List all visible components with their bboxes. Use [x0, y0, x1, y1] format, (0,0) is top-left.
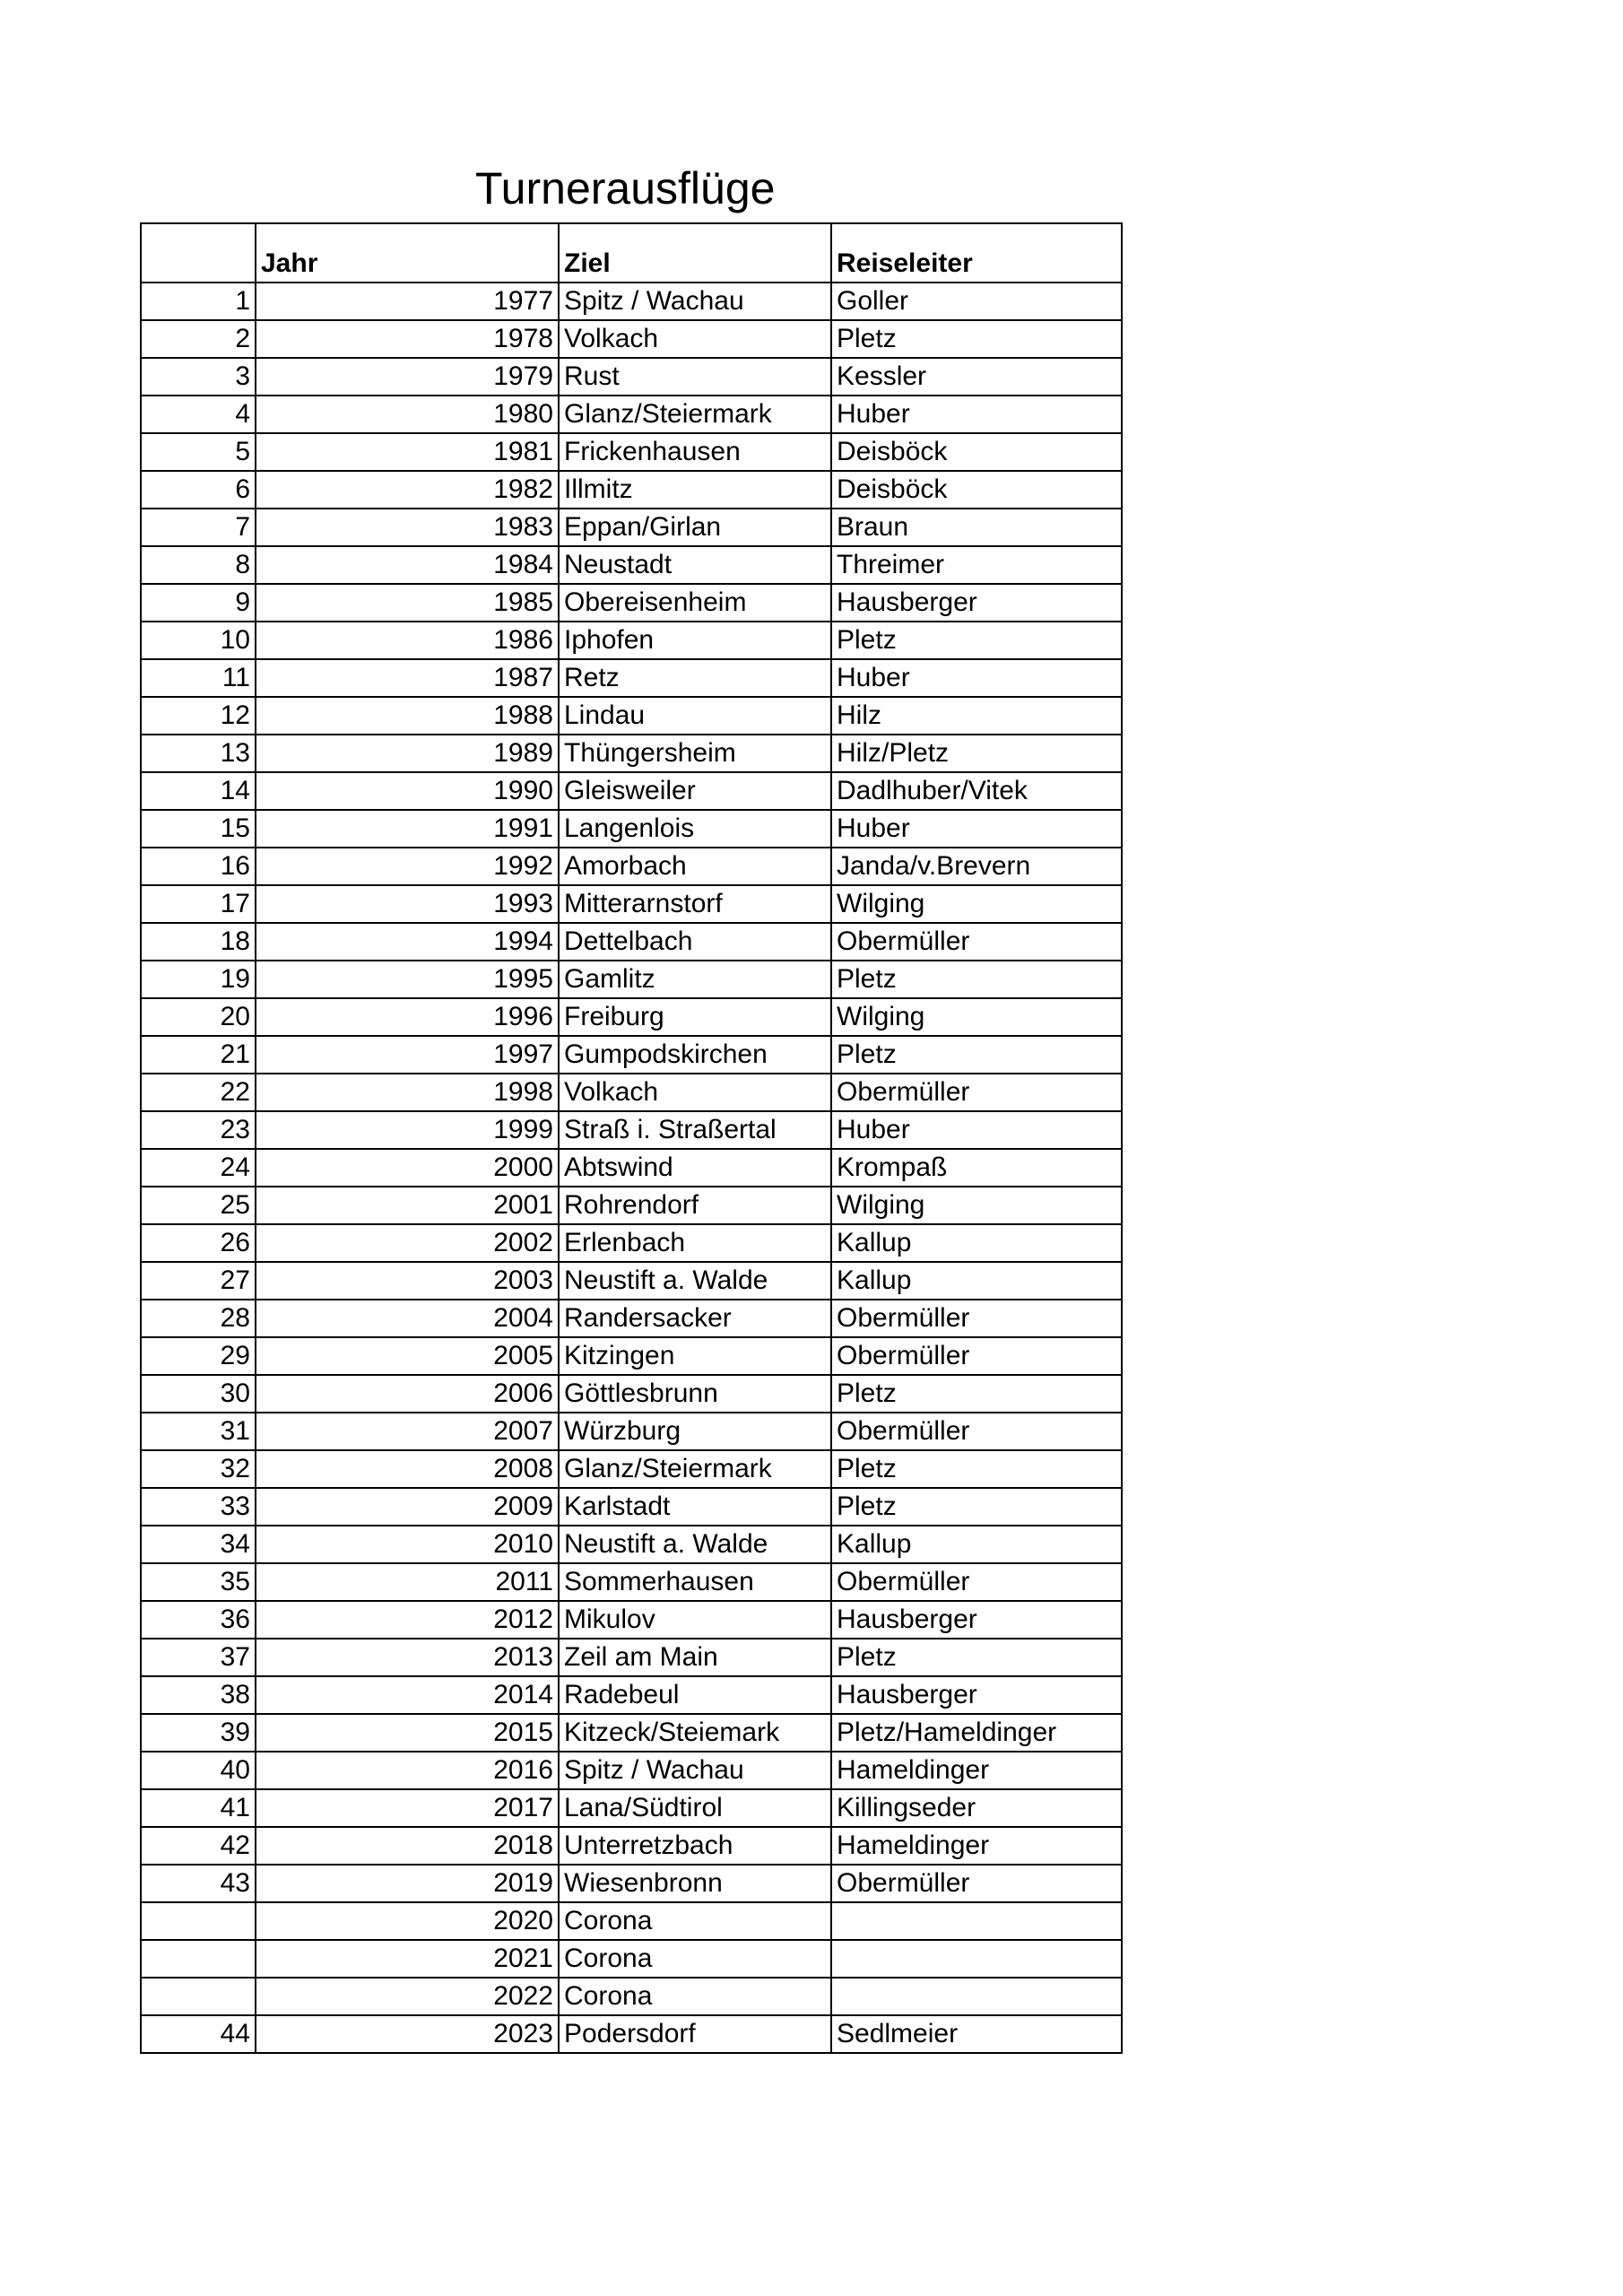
- cell-ziel: Retz: [559, 659, 831, 697]
- header-reiseleiter: Reiseleiter: [831, 223, 1122, 283]
- cell-ziel: Neustadt: [559, 546, 831, 584]
- table-row: [141, 1111, 1122, 1149]
- table-row: [141, 1262, 1122, 1300]
- cell-reiseleiter: Wilging: [831, 998, 1122, 1036]
- cell-nr: 33: [141, 1488, 256, 1526]
- table-row: [141, 1187, 1122, 1224]
- cell-reiseleiter: Krompaß: [831, 1149, 1122, 1187]
- cell-jahr: 2006: [256, 1375, 559, 1413]
- table-row: [141, 283, 1122, 320]
- cell-ziel: Thüngersheim: [559, 735, 831, 772]
- cell-nr: 29: [141, 1337, 256, 1375]
- table-row: [141, 1714, 1122, 1752]
- header-ziel: Ziel: [559, 223, 831, 283]
- cell-nr: [141, 1978, 256, 2015]
- cell-reiseleiter: Pletz: [831, 320, 1122, 358]
- cell-nr: 34: [141, 1526, 256, 1563]
- cell-nr: 22: [141, 1074, 256, 1111]
- table-row: [141, 509, 1122, 546]
- cell-nr: 38: [141, 1676, 256, 1714]
- table-row: [141, 961, 1122, 998]
- cell-jahr: 1988: [256, 697, 559, 735]
- cell-ziel: Rohrendorf: [559, 1187, 831, 1224]
- table-row: [141, 810, 1122, 848]
- cell-jahr: 2021: [256, 1940, 559, 1978]
- cell-nr: 30: [141, 1375, 256, 1413]
- cell-ziel: Corona: [559, 1978, 831, 2015]
- cell-nr: 39: [141, 1714, 256, 1752]
- cell-nr: 8: [141, 546, 256, 584]
- cell-reiseleiter: Braun: [831, 509, 1122, 546]
- cell-jahr: 2012: [256, 1601, 559, 1639]
- table-row: [141, 1789, 1122, 1827]
- cell-ziel: Kitzeck/Steiemark: [559, 1714, 831, 1752]
- cell-nr: 10: [141, 622, 256, 659]
- cell-nr: 28: [141, 1300, 256, 1337]
- table-row: [141, 1676, 1122, 1714]
- table-row: [141, 471, 1122, 509]
- cell-nr: 41: [141, 1789, 256, 1827]
- cell-jahr: 2019: [256, 1865, 559, 1902]
- cell-jahr: 2023: [256, 2015, 559, 2053]
- cell-jahr: 1996: [256, 998, 559, 1036]
- cell-ziel: Abtswind: [559, 1149, 831, 1187]
- cell-reiseleiter: Huber: [831, 396, 1122, 433]
- cell-ziel: Dettelbach: [559, 923, 831, 961]
- cell-reiseleiter: Kessler: [831, 358, 1122, 396]
- cell-nr: 11: [141, 659, 256, 697]
- cell-jahr: 1987: [256, 659, 559, 697]
- cell-ziel: Glanz/Steiermark: [559, 396, 831, 433]
- cell-nr: 31: [141, 1413, 256, 1450]
- cell-ziel: Langenlois: [559, 810, 831, 848]
- cell-reiseleiter: Pletz/Hameldinger: [831, 1714, 1122, 1752]
- cell-reiseleiter: Obermüller: [831, 923, 1122, 961]
- cell-nr: 32: [141, 1450, 256, 1488]
- trips-table-body: [141, 223, 1122, 2053]
- cell-reiseleiter: Pletz: [831, 1450, 1122, 1488]
- cell-nr: 15: [141, 810, 256, 848]
- cell-ziel: Karlstadt: [559, 1488, 831, 1526]
- cell-reiseleiter: Huber: [831, 810, 1122, 848]
- cell-ziel: Göttlesbrunn: [559, 1375, 831, 1413]
- cell-ziel: Illmitz: [559, 471, 831, 509]
- cell-reiseleiter: Obermüller: [831, 1074, 1122, 1111]
- cell-nr: 6: [141, 471, 256, 509]
- cell-ziel: Gamlitz: [559, 961, 831, 998]
- cell-reiseleiter: Obermüller: [831, 1865, 1122, 1902]
- cell-ziel: Rust: [559, 358, 831, 396]
- cell-jahr: 2017: [256, 1789, 559, 1827]
- cell-jahr: 1983: [256, 509, 559, 546]
- cell-jahr: 2009: [256, 1488, 559, 1526]
- cell-nr: 26: [141, 1224, 256, 1262]
- table-row: [141, 396, 1122, 433]
- cell-nr: 27: [141, 1262, 256, 1300]
- cell-nr: 23: [141, 1111, 256, 1149]
- cell-ziel: Gumpodskirchen: [559, 1036, 831, 1074]
- table-row: [141, 358, 1122, 396]
- cell-ziel: Neustift a. Walde: [559, 1262, 831, 1300]
- cell-reiseleiter: Dadlhuber/Vitek: [831, 772, 1122, 810]
- cell-reiseleiter: Wilging: [831, 885, 1122, 923]
- cell-reiseleiter: Huber: [831, 1111, 1122, 1149]
- cell-reiseleiter: Killingseder: [831, 1789, 1122, 1827]
- table-row: [141, 1902, 1122, 1940]
- cell-reiseleiter: Hausberger: [831, 1601, 1122, 1639]
- cell-jahr: 1978: [256, 320, 559, 358]
- trips-table: [140, 222, 1123, 2054]
- cell-reiseleiter: Kallup: [831, 1224, 1122, 1262]
- cell-jahr: 2015: [256, 1714, 559, 1752]
- cell-jahr: 1977: [256, 283, 559, 320]
- table-row: [141, 1375, 1122, 1413]
- cell-nr: 14: [141, 772, 256, 810]
- cell-reiseleiter: Pletz: [831, 1488, 1122, 1526]
- cell-ziel: Kitzingen: [559, 1337, 831, 1375]
- header-nr: [141, 223, 256, 283]
- cell-jahr: 1986: [256, 622, 559, 659]
- cell-jahr: 1992: [256, 848, 559, 885]
- cell-ziel: Mikulov: [559, 1601, 831, 1639]
- cell-reiseleiter: Hausberger: [831, 1676, 1122, 1714]
- cell-reiseleiter: Hilz/Pletz: [831, 735, 1122, 772]
- table-row: [141, 1300, 1122, 1337]
- cell-ziel: Lana/Südtirol: [559, 1789, 831, 1827]
- cell-ziel: Freiburg: [559, 998, 831, 1036]
- cell-ziel: Zeil am Main: [559, 1639, 831, 1676]
- cell-reiseleiter: Huber: [831, 659, 1122, 697]
- cell-reiseleiter: Kallup: [831, 1262, 1122, 1300]
- cell-reiseleiter: Obermüller: [831, 1300, 1122, 1337]
- table-row: [141, 1149, 1122, 1187]
- table-row: [141, 772, 1122, 810]
- cell-jahr: 1982: [256, 471, 559, 509]
- cell-jahr: 2018: [256, 1827, 559, 1865]
- header-jahr: Jahr: [256, 223, 559, 283]
- cell-nr: 37: [141, 1639, 256, 1676]
- cell-nr: 19: [141, 961, 256, 998]
- cell-jahr: 2005: [256, 1337, 559, 1375]
- cell-jahr: 2022: [256, 1978, 559, 2015]
- table-row: [141, 1488, 1122, 1526]
- cell-jahr: 1999: [256, 1111, 559, 1149]
- cell-jahr: 2014: [256, 1676, 559, 1714]
- cell-ziel: Corona: [559, 1902, 831, 1940]
- table-row: [141, 1865, 1122, 1902]
- table-row: [141, 1036, 1122, 1074]
- cell-reiseleiter: Sedlmeier: [831, 2015, 1122, 2053]
- table-row: [141, 697, 1122, 735]
- table-row: [141, 1224, 1122, 1262]
- cell-reiseleiter: [831, 1902, 1122, 1940]
- cell-jahr: 2011: [256, 1563, 559, 1601]
- table-header-row: [141, 223, 1122, 283]
- cell-nr: 1: [141, 283, 256, 320]
- cell-jahr: 2008: [256, 1450, 559, 1488]
- cell-reiseleiter: Pletz: [831, 622, 1122, 659]
- cell-jahr: 2010: [256, 1526, 559, 1563]
- cell-ziel: Spitz / Wachau: [559, 283, 831, 320]
- cell-ziel: Lindau: [559, 697, 831, 735]
- cell-nr: 18: [141, 923, 256, 961]
- cell-reiseleiter: Pletz: [831, 1036, 1122, 1074]
- cell-nr: 16: [141, 848, 256, 885]
- cell-reiseleiter: [831, 1978, 1122, 2015]
- table-row: [141, 1978, 1122, 2015]
- cell-reiseleiter: Goller: [831, 283, 1122, 320]
- cell-jahr: 1979: [256, 358, 559, 396]
- cell-ziel: Eppan/Girlan: [559, 509, 831, 546]
- cell-ziel: Unterretzbach: [559, 1827, 831, 1865]
- cell-ziel: Würzburg: [559, 1413, 831, 1450]
- table-row: [141, 1639, 1122, 1676]
- cell-jahr: 1985: [256, 584, 559, 622]
- cell-jahr: 1984: [256, 546, 559, 584]
- cell-nr: 17: [141, 885, 256, 923]
- cell-reiseleiter: Obermüller: [831, 1563, 1122, 1601]
- table-row: [141, 848, 1122, 885]
- cell-jahr: 1989: [256, 735, 559, 772]
- table-row: [141, 923, 1122, 961]
- cell-reiseleiter: Janda/v.Brevern: [831, 848, 1122, 885]
- cell-reiseleiter: Hilz: [831, 697, 1122, 735]
- cell-jahr: 1994: [256, 923, 559, 961]
- table-row: [141, 320, 1122, 358]
- cell-nr: 4: [141, 396, 256, 433]
- table-row: [141, 1940, 1122, 1978]
- cell-ziel: Radebeul: [559, 1676, 831, 1714]
- cell-reiseleiter: Hameldinger: [831, 1827, 1122, 1865]
- cell-reiseleiter: Wilging: [831, 1187, 1122, 1224]
- cell-nr: 21: [141, 1036, 256, 1074]
- cell-nr: 12: [141, 697, 256, 735]
- cell-nr: 25: [141, 1187, 256, 1224]
- cell-reiseleiter: Deisböck: [831, 471, 1122, 509]
- cell-nr: 20: [141, 998, 256, 1036]
- cell-jahr: 2013: [256, 1639, 559, 1676]
- cell-nr: 40: [141, 1752, 256, 1789]
- cell-reiseleiter: Hausberger: [831, 584, 1122, 622]
- cell-reiseleiter: Pletz: [831, 1639, 1122, 1676]
- cell-reiseleiter: Obermüller: [831, 1413, 1122, 1450]
- table-row: [141, 1752, 1122, 1789]
- table-row: [141, 998, 1122, 1036]
- table-row: [141, 659, 1122, 697]
- cell-ziel: Gleisweiler: [559, 772, 831, 810]
- table-row: [141, 1827, 1122, 1865]
- cell-ziel: Amorbach: [559, 848, 831, 885]
- table-row: [141, 546, 1122, 584]
- cell-jahr: 2004: [256, 1300, 559, 1337]
- cell-ziel: Podersdorf: [559, 2015, 831, 2053]
- cell-jahr: 2007: [256, 1413, 559, 1450]
- cell-jahr: 1997: [256, 1036, 559, 1074]
- cell-jahr: 2003: [256, 1262, 559, 1300]
- cell-ziel: Volkach: [559, 1074, 831, 1111]
- cell-ziel: Sommerhausen: [559, 1563, 831, 1601]
- cell-ziel: Corona: [559, 1940, 831, 1978]
- table-row: [141, 1337, 1122, 1375]
- cell-nr: 42: [141, 1827, 256, 1865]
- cell-ziel: Straß i. Straßertal: [559, 1111, 831, 1149]
- cell-ziel: Frickenhausen: [559, 433, 831, 471]
- cell-jahr: 2016: [256, 1752, 559, 1789]
- cell-nr: 5: [141, 433, 256, 471]
- cell-reiseleiter: Kallup: [831, 1526, 1122, 1563]
- cell-ziel: Mitterarnstorf: [559, 885, 831, 923]
- cell-jahr: 2001: [256, 1187, 559, 1224]
- cell-jahr: 2020: [256, 1902, 559, 1940]
- cell-ziel: Erlenbach: [559, 1224, 831, 1262]
- cell-nr: 24: [141, 1149, 256, 1187]
- cell-jahr: 2002: [256, 1224, 559, 1262]
- cell-reiseleiter: Pletz: [831, 1375, 1122, 1413]
- table-row: [141, 622, 1122, 659]
- cell-jahr: 1998: [256, 1074, 559, 1111]
- cell-nr: 44: [141, 2015, 256, 2053]
- cell-jahr: 1995: [256, 961, 559, 998]
- cell-ziel: Glanz/Steiermark: [559, 1450, 831, 1488]
- table-row: [141, 584, 1122, 622]
- cell-ziel: Spitz / Wachau: [559, 1752, 831, 1789]
- cell-ziel: Randersacker: [559, 1300, 831, 1337]
- cell-nr: 9: [141, 584, 256, 622]
- cell-ziel: Iphofen: [559, 622, 831, 659]
- cell-nr: [141, 1940, 256, 1978]
- cell-reiseleiter: Hameldinger: [831, 1752, 1122, 1789]
- table-row: [141, 1074, 1122, 1111]
- table-row: [141, 2015, 1122, 2053]
- cell-nr: 13: [141, 735, 256, 772]
- table-row: [141, 1601, 1122, 1639]
- cell-nr: 43: [141, 1865, 256, 1902]
- cell-reiseleiter: Obermüller: [831, 1337, 1122, 1375]
- cell-ziel: Volkach: [559, 320, 831, 358]
- cell-jahr: 1993: [256, 885, 559, 923]
- table-row: [141, 1526, 1122, 1563]
- cell-jahr: 2000: [256, 1149, 559, 1187]
- cell-nr: 7: [141, 509, 256, 546]
- table-row: [141, 433, 1122, 471]
- cell-jahr: 1980: [256, 396, 559, 433]
- cell-jahr: 1981: [256, 433, 559, 471]
- cell-reiseleiter: Threimer: [831, 546, 1122, 584]
- cell-nr: 36: [141, 1601, 256, 1639]
- table-row: [141, 1450, 1122, 1488]
- cell-ziel: Neustift a. Walde: [559, 1526, 831, 1563]
- cell-reiseleiter: Pletz: [831, 961, 1122, 998]
- table-row: [141, 1413, 1122, 1450]
- cell-jahr: 1991: [256, 810, 559, 848]
- cell-nr: 3: [141, 358, 256, 396]
- cell-nr: 35: [141, 1563, 256, 1601]
- table-row: [141, 885, 1122, 923]
- cell-reiseleiter: [831, 1940, 1122, 1978]
- cell-reiseleiter: Deisböck: [831, 433, 1122, 471]
- cell-ziel: Obereisenheim: [559, 584, 831, 622]
- page-title: Turnerausflüge: [475, 163, 776, 213]
- table-row: [141, 1563, 1122, 1601]
- cell-nr: 2: [141, 320, 256, 358]
- table-row: [141, 735, 1122, 772]
- cell-ziel: Wiesenbronn: [559, 1865, 831, 1902]
- cell-jahr: 1990: [256, 772, 559, 810]
- cell-nr: [141, 1902, 256, 1940]
